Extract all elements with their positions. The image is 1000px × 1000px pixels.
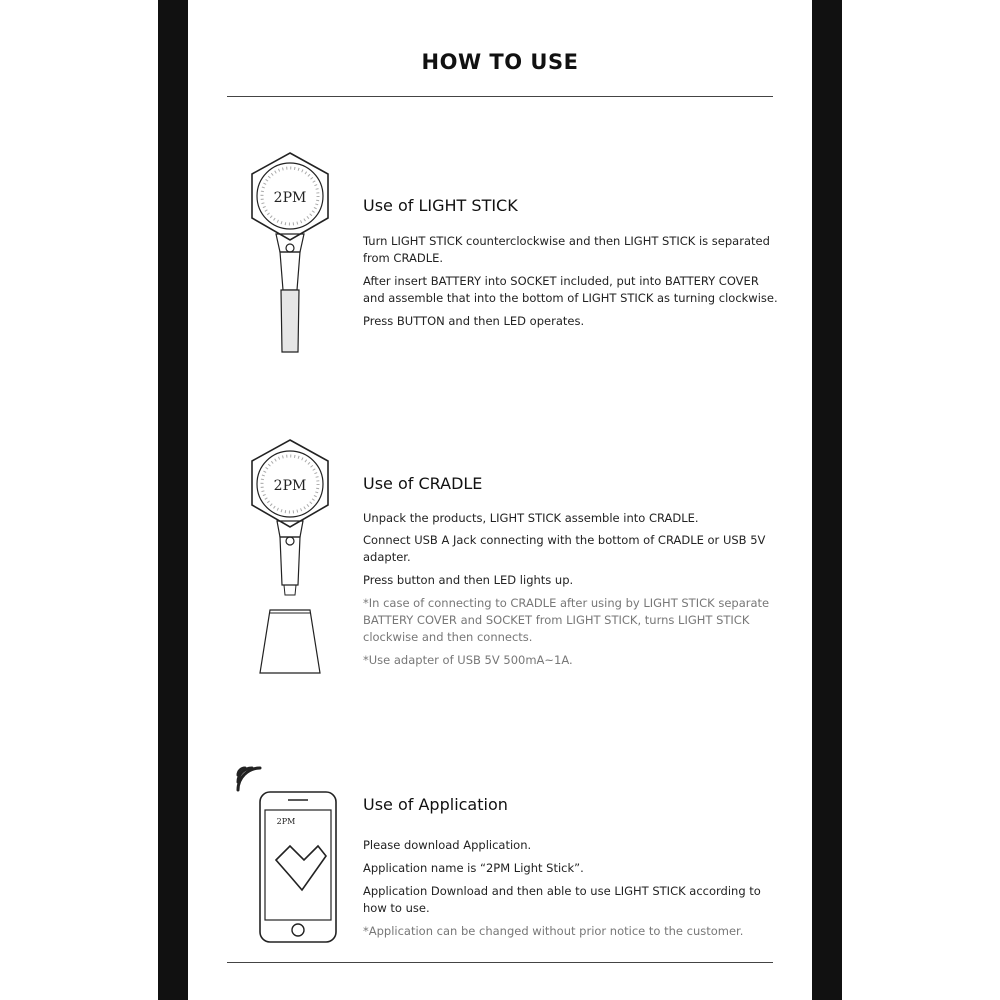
application-note-1: *Application can be changed without prior notice to the customer. bbox=[363, 924, 744, 938]
cradle-note-2: *Use adapter of USB 5V 500mA~1A. bbox=[363, 653, 573, 667]
top-divider bbox=[227, 96, 773, 97]
section-title-light-stick: Use of LIGHT STICK bbox=[363, 196, 518, 215]
cradle-paragraph-2: Connect USB A Jack connecting with the bottom of CRADLE or USB 5V adapter. bbox=[363, 533, 766, 564]
application-paragraph-1: Please download Application. bbox=[363, 838, 532, 852]
wifi-signal-icon bbox=[238, 768, 260, 790]
cradle-stick-logo-text: 2PM bbox=[273, 478, 307, 494]
cradle-base-icon bbox=[260, 610, 320, 673]
section-title-cradle: Use of CRADLE bbox=[363, 474, 483, 493]
light-stick-logo-text: 2PM bbox=[273, 190, 307, 206]
light-stick-battery-cover-icon bbox=[281, 290, 299, 352]
phone-home-button-icon bbox=[292, 924, 304, 936]
cradle-note-1: *In case of connecting to CRADLE after using by LIGHT STICK separate BATTERY COVER and SOCKET from LIGHT STICK, turns LIGHT STICK clockwise and then connects. bbox=[363, 596, 770, 644]
cradle-paragraph-3: Press button and then LED lights up. bbox=[363, 573, 574, 587]
light-stick-neck-icon bbox=[276, 234, 304, 252]
light-stick-handle-icon bbox=[280, 252, 300, 290]
phone-logo-text: 2PM bbox=[276, 817, 296, 826]
right-border-bar bbox=[812, 0, 842, 1000]
light-stick-paragraph-2: After insert BATTERY into SOCKET included, put into BATTERY COVER and assemble that into the bottom of LIGHT STICK as turning clockwise. bbox=[363, 274, 778, 305]
phone-screen-icon bbox=[265, 810, 331, 920]
left-border-bar bbox=[158, 0, 188, 1000]
bottom-divider bbox=[227, 962, 773, 963]
cradle-stick-handle-icon bbox=[280, 537, 300, 585]
light-stick-paragraph-1: Turn LIGHT STICK counterclockwise and then LIGHT STICK is separated from CRADLE. bbox=[363, 234, 770, 265]
section-title-application: Use of Application bbox=[363, 795, 508, 814]
light-stick-button-icon bbox=[286, 244, 294, 252]
cradle-paragraph-1: Unpack the products, LIGHT STICK assemble into CRADLE. bbox=[363, 511, 699, 525]
cradle-socket-icon bbox=[284, 585, 296, 595]
phone-illustration bbox=[232, 762, 342, 947]
light-stick-paragraph-3: Press BUTTON and then LED operates. bbox=[363, 314, 585, 328]
cradle-stick-button-icon bbox=[286, 537, 294, 545]
app-heart-logo-icon bbox=[276, 846, 326, 890]
cradle-stick-neck-icon bbox=[277, 521, 303, 537]
page-title: HOW TO USE bbox=[421, 50, 579, 74]
light-stick-illustration bbox=[240, 150, 340, 360]
application-paragraph-3: Application Download and then able to use LIGHT STICK according to how to use. bbox=[363, 884, 761, 915]
application-paragraph-2: Application name is “2PM Light Stick”. bbox=[363, 861, 584, 875]
cradle-illustration bbox=[240, 435, 340, 680]
